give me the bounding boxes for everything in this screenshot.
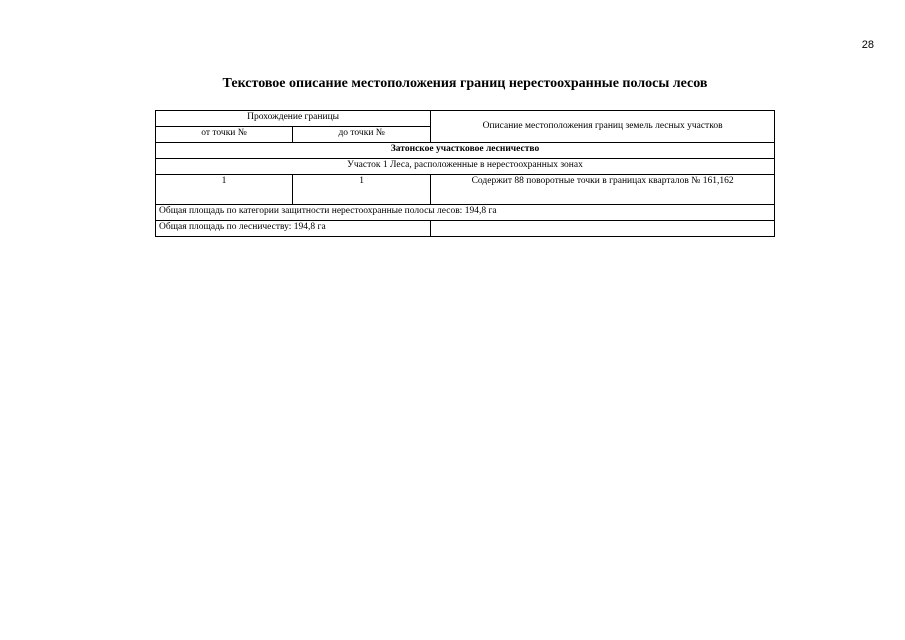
cell-to-point: 1 [293, 175, 431, 205]
boundary-table [155, 110, 775, 237]
section-name: Участок 1 Леса, расположенные в нерестоохранных зонах [156, 159, 775, 175]
header-from-point: от точки № [156, 127, 293, 143]
total-forestry-text: Общая площадь по лесничеству: 194,8 га [156, 221, 431, 237]
total-forestry-row [156, 221, 775, 237]
header-boundary-group: Прохождение границы [156, 111, 431, 127]
total-category-text: Общая площадь по категории защитности нерестоохранные полосы лесов: 194,8 га [156, 205, 775, 221]
forestry-row [156, 143, 775, 159]
table-row [156, 175, 775, 205]
table-header-row [156, 111, 775, 127]
forestry-name: Затонское участковое лесничество [156, 143, 775, 159]
section-row [156, 159, 775, 175]
cell-from-point: 1 [156, 175, 293, 205]
total-forestry-empty-cell [431, 221, 775, 237]
header-description: Описание местоположения границ земель лесных участков [431, 111, 775, 143]
page-number: 28 [861, 39, 874, 51]
total-category-row [156, 205, 775, 221]
cell-description: Содержит 88 поворотные точки в границах кварталов № 161,162 [431, 175, 775, 205]
header-to-point: до точки № [293, 127, 431, 143]
document-title: Текстовое описание местоположения границ нерестоохранные полосы лесов [222, 76, 708, 91]
